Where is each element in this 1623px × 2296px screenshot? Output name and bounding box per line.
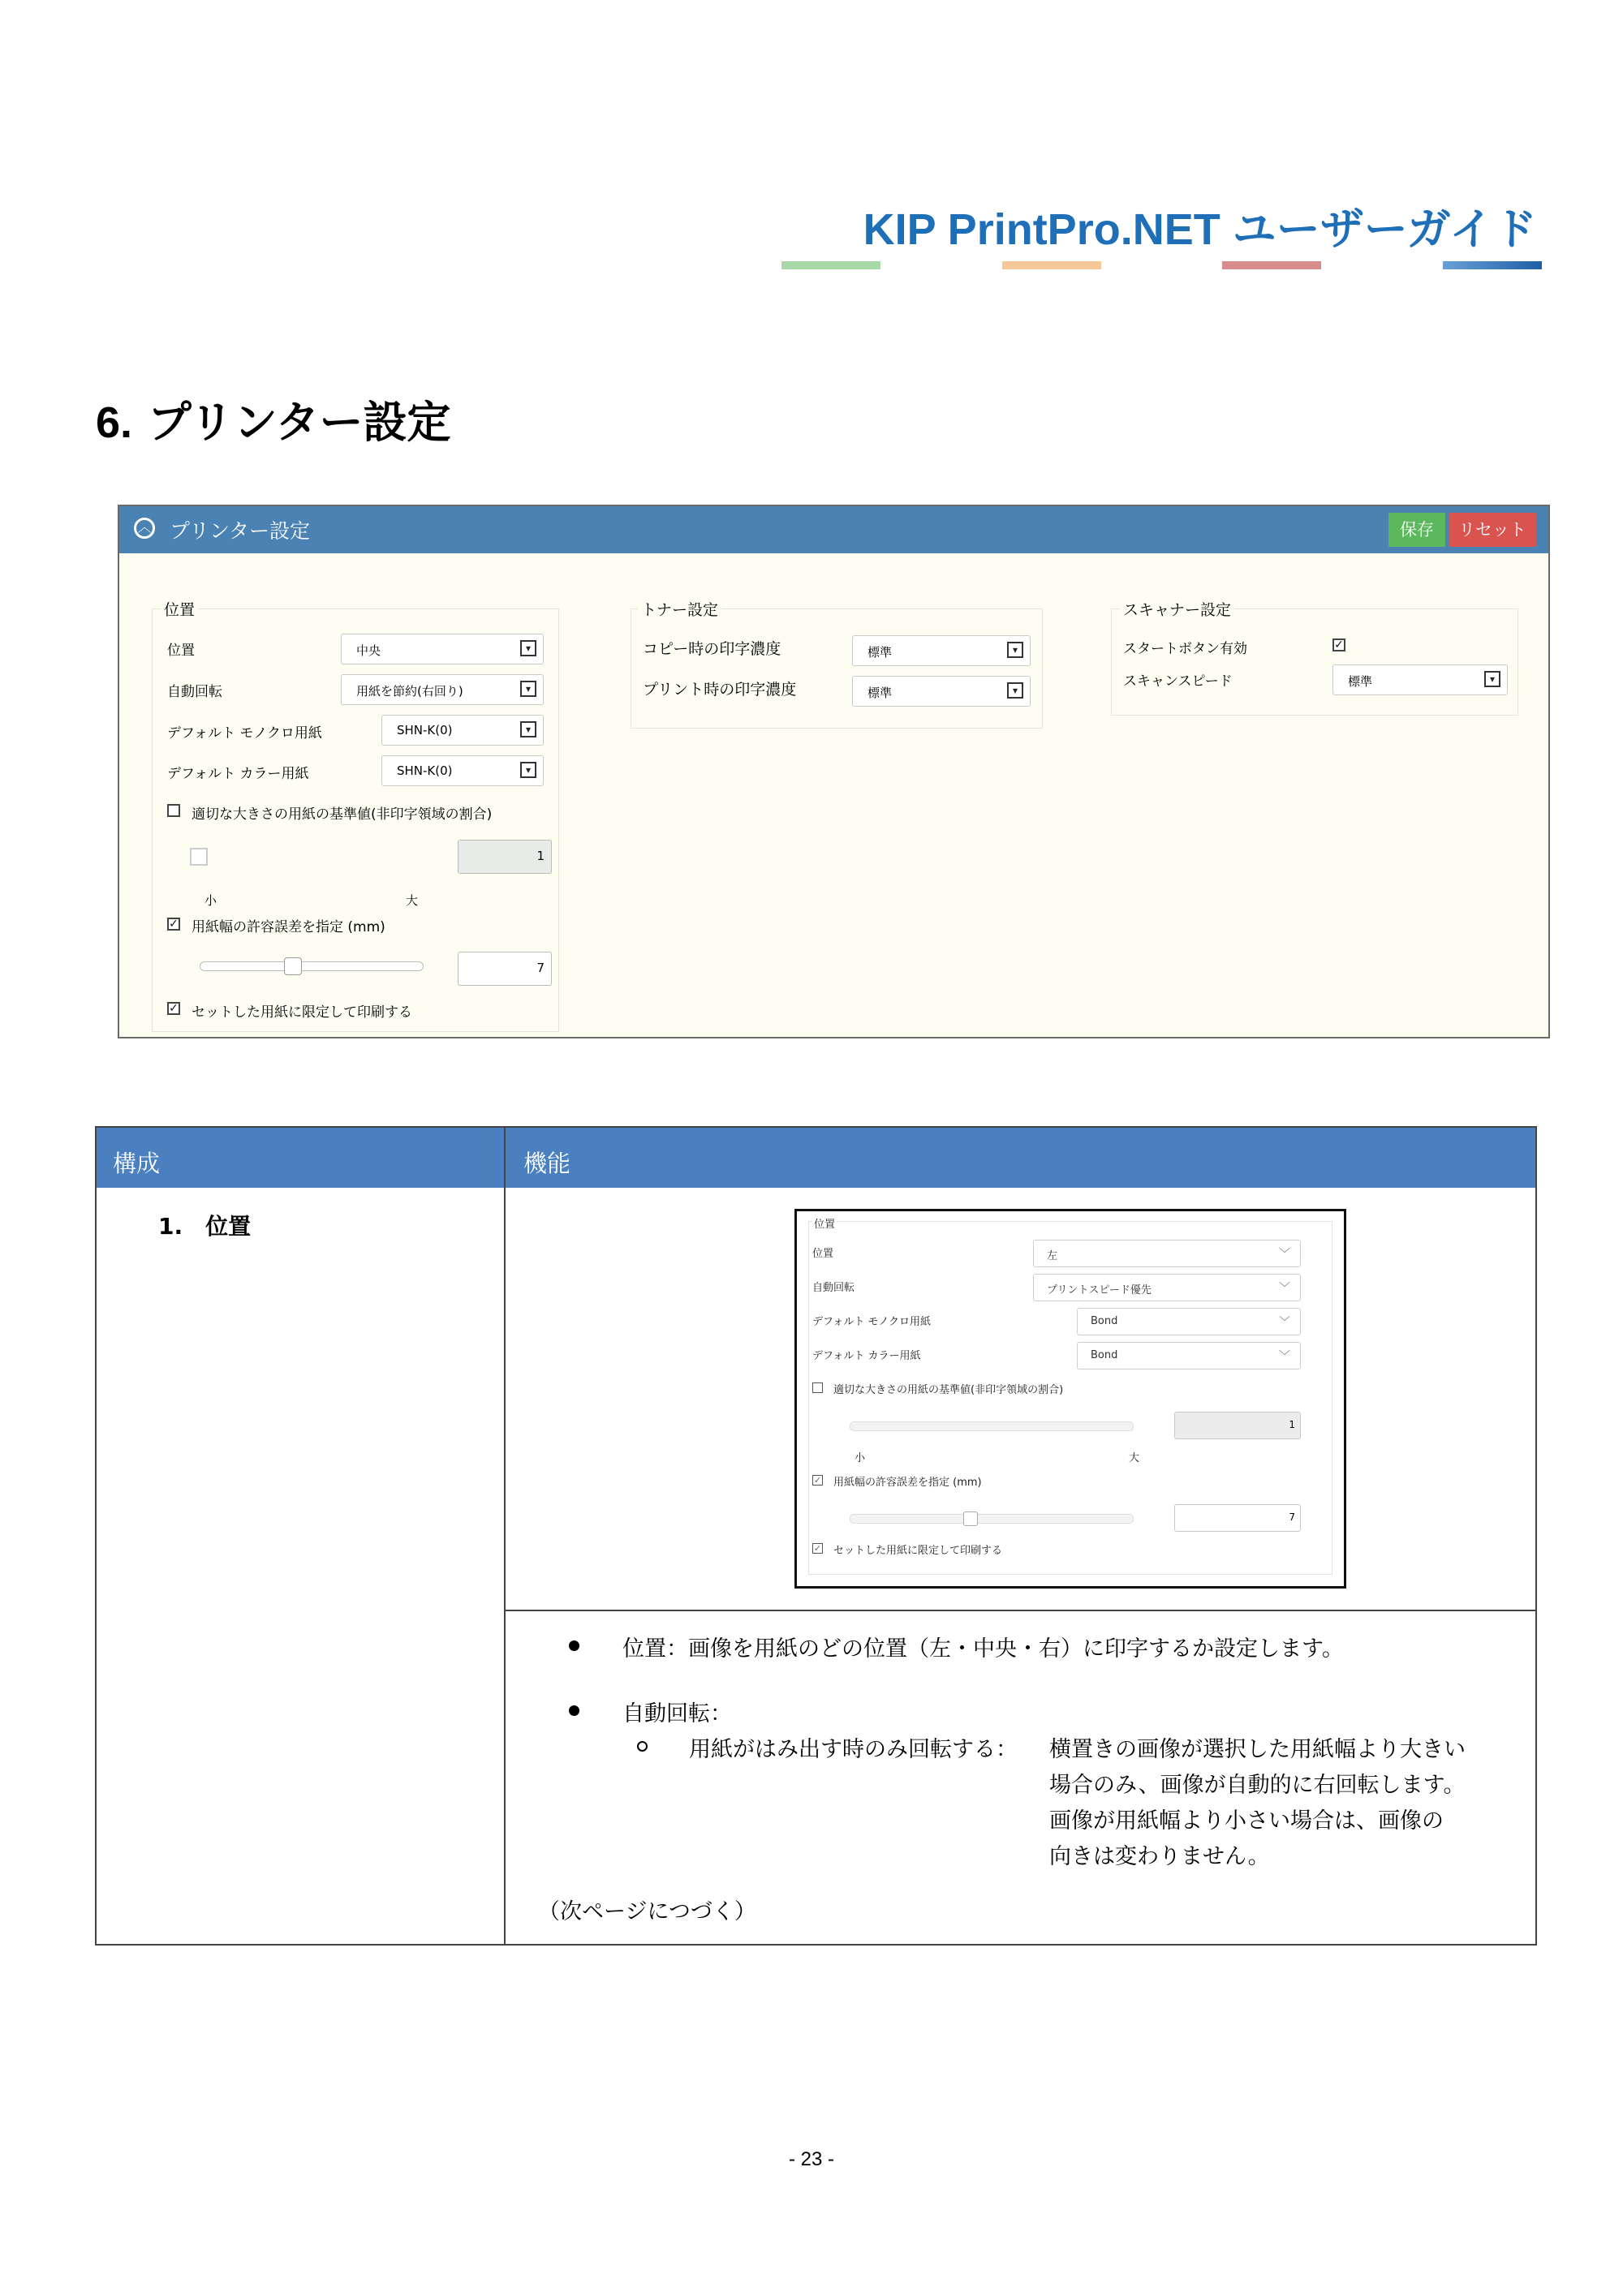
auto-rotate-heading: 自動回転： <box>622 1701 732 1726</box>
tolerance-slider[interactable] <box>200 961 424 971</box>
reset-button[interactable]: リセット <box>1449 513 1536 547</box>
sub-color-value: Bond <box>1091 1349 1118 1361</box>
sub-bullet-circle <box>637 1741 648 1752</box>
color-paper-select[interactable] <box>381 755 544 786</box>
row-divider <box>506 1610 1535 1611</box>
sub-position-select[interactable] <box>1033 1240 1301 1267</box>
sub-limit-checkbox[interactable]: ✓ <box>813 1543 822 1554</box>
accent-bar-orange <box>1002 261 1101 269</box>
chevron-down-icon: ▾ <box>520 721 536 737</box>
position-group <box>152 601 559 1032</box>
save-button[interactable]: 保存 <box>1388 513 1445 547</box>
position-settings-screenshot <box>794 1209 1346 1589</box>
sub-appropriate-slider[interactable] <box>850 1421 1134 1431</box>
sub-small-label: 小 <box>855 1452 866 1464</box>
tolerance-checkbox[interactable]: ✓ <box>167 918 180 931</box>
sub-color-label: デフォルト カラー用紙 <box>812 1350 921 1362</box>
chevron-down-icon: ▾ <box>1007 682 1023 699</box>
chevron-down-icon: ﹀ <box>1279 1248 1290 1261</box>
tolerance-slider-knob[interactable] <box>284 957 302 975</box>
appropriate-size-checkbox[interactable] <box>167 804 180 817</box>
color-paper-label: デフォルト カラー用紙 <box>167 766 309 782</box>
sub-tolerance-label: 用紙幅の許容誤差を指定 (mm) <box>833 1477 982 1489</box>
tolerance-label: 用紙幅の許容誤差を指定 (mm) <box>192 919 385 935</box>
rotate-option-line-3: 画像が用紙幅より小さい場合は、画像の <box>1049 1808 1444 1834</box>
rotate-option-line-1: 横置きの画像が選択した用紙幅より大きい <box>1049 1737 1466 1762</box>
sub-mono-value: Bond <box>1091 1315 1118 1327</box>
limit-paper-label: セットした用紙に限定して印刷する <box>192 1004 412 1021</box>
sub-appropriate-input[interactable] <box>1174 1412 1301 1439</box>
print-density-select[interactable] <box>852 676 1031 707</box>
section-heading <box>96 388 451 450</box>
sub-tolerance-value: 7 <box>1289 1511 1295 1523</box>
sub-appropriate-label: 適切な大きさの用紙の基準値(非印字領域の割合) <box>833 1384 1064 1396</box>
chevron-down-icon: ▾ <box>1007 642 1023 658</box>
print-density-label: プリント時の印字濃度 <box>643 681 797 699</box>
sub-rotate-value: プリントスピード優先 <box>1047 1284 1152 1296</box>
sub-position-label: 位置 <box>812 1248 834 1260</box>
sub-rotate-select[interactable] <box>1033 1274 1301 1301</box>
sub-tolerance-input[interactable] <box>1174 1504 1301 1532</box>
accent-bar-blue <box>1443 261 1542 269</box>
column-header-function: 機能 <box>523 1150 571 1177</box>
rotate-option-term: 用紙がはみ出す時のみ回転する： <box>689 1737 1018 1762</box>
description-table <box>95 1126 1537 1946</box>
auto-rotate-select-value: 用紙を節約(右回り) <box>356 684 463 699</box>
scanner-group <box>1111 601 1518 716</box>
scan-speed-value: 標準 <box>1348 674 1373 689</box>
chevron-down-icon: ▾ <box>520 762 536 778</box>
chevron-up-icon[interactable]: ︿ <box>134 518 155 539</box>
table-header <box>97 1128 1535 1188</box>
auto-rotate-label: 自動回転 <box>167 684 222 700</box>
sub-rotate-label: 自動回転 <box>812 1282 855 1294</box>
sub-large-label: 大 <box>1129 1452 1140 1464</box>
sub-color-select[interactable] <box>1077 1342 1301 1369</box>
sub-position-value: 左 <box>1047 1250 1058 1262</box>
appropriate-size-label: 適切な大きさの用紙の基準値(非印字領域の割合) <box>192 806 493 823</box>
panel-title: プリンター設定 <box>170 519 311 543</box>
appropriate-size-value: 1 <box>536 849 545 863</box>
sub-tolerance-checkbox[interactable]: ✓ <box>813 1475 822 1486</box>
sub-appropriate-value: 1 <box>1289 1419 1295 1430</box>
document-title: KIP PrintPro.NET ユーザーガイド <box>863 205 1537 254</box>
mono-paper-select-value: SHN-K(0) <box>397 723 453 737</box>
chevron-down-icon: ﹀ <box>1279 1282 1290 1295</box>
color-paper-select-value: SHN-K(0) <box>397 763 453 778</box>
rotate-option-line-4: 向きは変わりません。 <box>1049 1844 1270 1869</box>
chevron-down-icon: ▾ <box>520 681 536 697</box>
sub-tolerance-slider[interactable] <box>850 1514 1134 1524</box>
appropriate-size-input[interactable] <box>458 840 552 874</box>
position-select-value: 中央 <box>356 643 381 658</box>
section-title: プリンター設定 <box>147 397 451 448</box>
bullet-dot <box>569 1705 579 1716</box>
sub-fieldset <box>808 1221 1332 1575</box>
scan-speed-select[interactable] <box>1332 664 1508 695</box>
column-header-configuration: 構成 <box>113 1150 161 1177</box>
scanner-group-legend: スキャナー設定 <box>1120 598 1234 620</box>
sub-mono-label: デフォルト モノクロ用紙 <box>812 1316 931 1328</box>
start-button-checkbox[interactable]: ✓ <box>1332 638 1345 651</box>
copy-density-value: 標準 <box>867 645 893 660</box>
copy-density-select[interactable] <box>852 635 1031 666</box>
toner-group <box>631 601 1043 729</box>
sub-limit-label: セットした用紙に限定して印刷する <box>833 1545 1003 1557</box>
large-label: 大 <box>406 893 419 908</box>
position-description: 位置：画像を用紙のどの位置（左・中央・右）に印字するか設定します。 <box>622 1636 1344 1662</box>
continued-note: （次ページにつづく） <box>538 1899 756 1924</box>
start-button-label: スタートボタン有効 <box>1123 641 1247 657</box>
toner-group-legend: トナー設定 <box>638 598 721 620</box>
sub-appropriate-checkbox[interactable] <box>812 1382 823 1393</box>
section-number: 6. <box>96 398 133 447</box>
print-density-value: 標準 <box>867 686 893 700</box>
sub-tolerance-slider-knob[interactable] <box>963 1511 978 1526</box>
panel-header <box>119 506 1548 553</box>
position-select[interactable] <box>341 634 544 664</box>
accent-bar-green <box>781 261 880 269</box>
column-divider <box>504 1128 506 1944</box>
chevron-down-icon: ﹀ <box>1279 1350 1290 1363</box>
chevron-down-icon: ﹀ <box>1279 1316 1290 1329</box>
copy-density-label: コピー時の印字濃度 <box>643 640 781 658</box>
rotate-option-line-2: 場合のみ、画像が自動的に右回転します。 <box>1049 1773 1466 1798</box>
auto-rotate-select[interactable] <box>341 674 544 705</box>
chevron-down-icon: ▾ <box>1484 671 1500 687</box>
mono-paper-select[interactable] <box>381 715 544 746</box>
printer-settings-panel <box>118 505 1550 1038</box>
limit-paper-checkbox[interactable]: ✓ <box>167 1002 180 1015</box>
position-label: 位置 <box>167 643 195 659</box>
chevron-down-icon: ▾ <box>520 640 536 656</box>
small-label: 小 <box>204 893 217 908</box>
tolerance-value: 7 <box>536 961 545 975</box>
row-title: 1. 位置 <box>158 1213 252 1240</box>
appropriate-slider-knob[interactable] <box>190 848 208 866</box>
position-group-legend: 位置 <box>161 598 198 620</box>
tolerance-input[interactable] <box>458 952 552 986</box>
page-number: - 23 - <box>788 2148 834 2170</box>
mono-paper-label: デフォルト モノクロ用紙 <box>167 725 322 742</box>
sub-legend: 位置 <box>812 1215 837 1231</box>
accent-bar-red <box>1222 261 1321 269</box>
bullet-dot <box>569 1640 579 1651</box>
scan-speed-label: スキャンスピード <box>1123 673 1233 690</box>
sub-mono-select[interactable] <box>1077 1308 1301 1335</box>
